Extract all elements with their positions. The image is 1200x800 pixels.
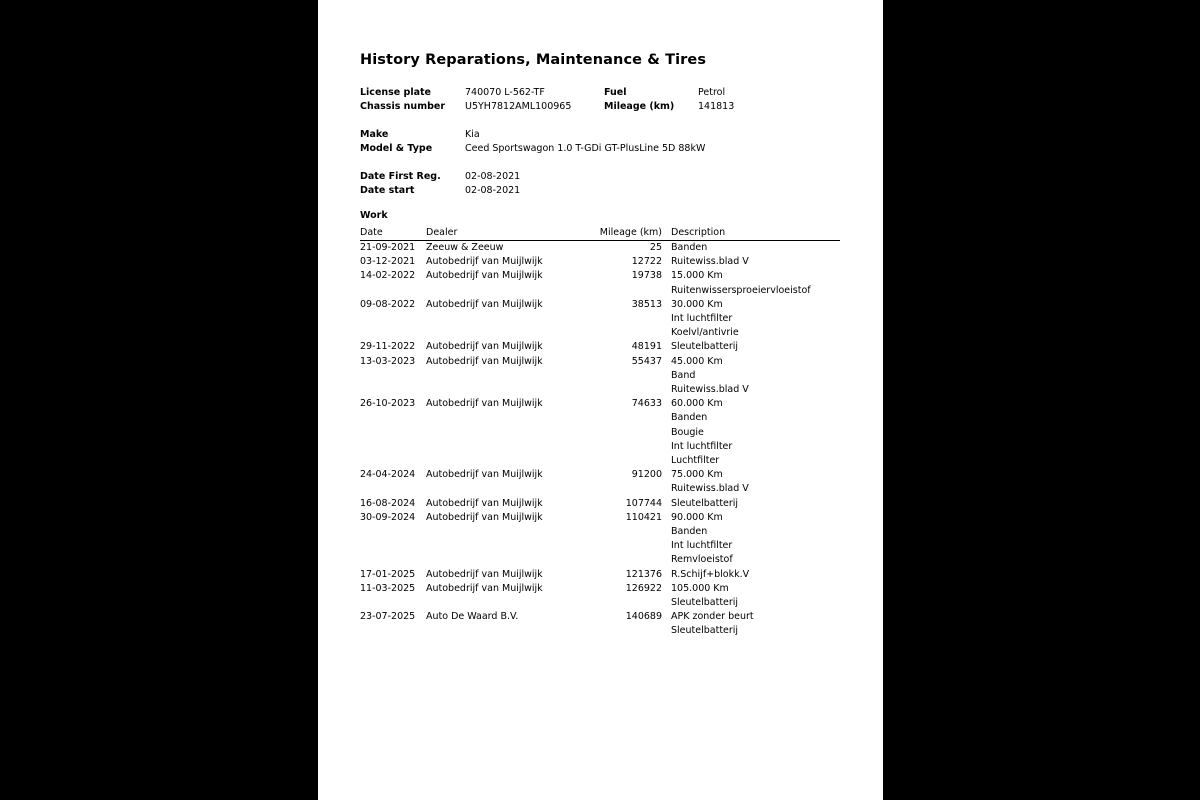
row-dealer: Autobedrijf van Muijlwijk [426,256,543,268]
row-dealer: Autobedrijf van Muijlwijk [426,270,543,282]
date-start-value: 02-08-2021 [465,185,521,196]
table-row [360,241,840,255]
row-description: Bougie [671,426,704,438]
row-description: Banden [671,525,708,537]
row-description: R.Schijf+blokk.V [671,568,750,580]
row-description: Int luchtfilter [671,540,733,552]
row-dealer: Autobedrijf van Muijlwijk [426,298,543,310]
row-description: Sleutelbatterij [671,625,739,637]
row-dealer: Autobedrijf van Muijlwijk [426,341,543,353]
model-label: Model & Type [360,143,433,154]
row-description: Sleutelbatterij [671,341,739,353]
row-mileage: 91200 [631,469,662,481]
page-title: History Reparations, Maintenance & Tires [360,52,707,68]
row-date: 09-08-2022 [360,298,416,310]
row-description: Int luchtfilter [671,440,733,452]
row-mileage: 25 [649,242,662,253]
license-plate-label: License plate [360,87,432,98]
table-row [360,497,840,511]
row-date: 03-12-2021 [360,256,416,268]
row-description: 105.000 Km [671,582,729,594]
row-description: Koelvl/antivrie [671,327,739,339]
table-row [360,468,840,496]
row-description: Banden [671,412,708,424]
row-description: Int luchtfilter [671,312,733,324]
fuel-value: Petrol [698,87,726,98]
row-mileage: 19738 [631,270,662,282]
work-table [360,226,840,638]
row-mileage: 55437 [631,355,662,367]
table-row [360,340,840,354]
license-plate-value: 740070 L-562-TF [465,87,545,98]
row-dealer: Autobedrijf van Muijlwijk [426,582,543,594]
row-mileage: 110421 [625,511,662,523]
row-description: 30.000 Km [671,298,723,310]
row-dealer: Autobedrijf van Muijlwijk [426,469,543,481]
row-description: Band [671,369,696,381]
table-row [360,582,840,610]
row-description: Ruitewiss.blad V [671,256,749,268]
make-label: Make [360,129,389,140]
row-date: 29-11-2022 [360,341,416,353]
row-dealer: Autobedrijf van Muijlwijk [426,568,543,580]
first-reg-value: 02-08-2021 [465,171,521,182]
row-mileage: 48191 [631,341,662,353]
table-row [360,298,840,341]
row-mileage: 121376 [625,568,662,580]
table-row [360,568,840,582]
row-description: 75.000 Km [671,469,723,481]
work-table-body [360,241,840,638]
row-dealer: Autobedrijf van Muijlwijk [426,355,543,367]
table-row [360,355,840,398]
row-mileage: 107744 [625,497,662,509]
col-header-description: Description [671,227,726,238]
col-header-date: Date [360,227,383,238]
row-mileage: 74633 [631,398,662,410]
model-value: Ceed Sportswagon 1.0 T-GDi GT-PlusLine 5D 88kW [465,143,706,154]
row-description: 60.000 Km [671,398,723,410]
row-description: Remvloeistof [671,554,733,566]
work-table-header [360,226,840,241]
chassis-label: Chassis number [360,101,446,112]
work-heading: Work [360,210,388,221]
row-description: APK zonder beurt [671,611,754,623]
date-start-label: Date start [360,185,415,196]
row-date: 26-10-2023 [360,398,416,410]
col-header-mileage: Mileage (km) [599,227,662,238]
row-mileage: 12722 [631,256,662,268]
row-mileage: 126922 [625,582,662,594]
table-row [360,511,840,568]
row-date: 17-01-2025 [360,568,416,580]
row-description: Ruitewiss.blad V [671,483,749,495]
table-row [360,255,840,269]
row-description: Sleutelbatterij [671,497,739,509]
mileage-label: Mileage (km) [604,101,675,112]
row-dealer: Auto De Waard B.V. [426,611,519,623]
row-date: 21-09-2021 [360,242,416,253]
mileage-value: 141813 [698,101,735,112]
row-date: 13-03-2023 [360,355,416,367]
table-row [360,397,840,468]
row-date: 11-03-2025 [360,582,416,594]
make-value: Kia [465,129,480,140]
first-reg-label: Date First Reg. [360,171,441,182]
row-description: 15.000 Km [671,270,723,282]
row-description: Ruitewiss.blad V [671,383,749,395]
row-dealer: Autobedrijf van Muijlwijk [426,511,543,523]
fuel-label: Fuel [604,87,627,98]
row-description: 45.000 Km [671,355,723,367]
row-dealer: Zeeuw & Zeeuw [426,242,504,253]
row-dealer: Autobedrijf van Muijlwijk [426,398,543,410]
row-description: Ruitenwissersproeiervloeistof [671,284,811,296]
row-mileage: 140689 [625,611,662,623]
row-description: 90.000 Km [671,511,723,523]
table-row [360,610,840,638]
col-header-dealer: Dealer [426,227,458,238]
row-date: 23-07-2025 [360,611,416,623]
document-page [318,0,883,800]
row-mileage: 38513 [631,298,662,310]
row-date: 30-09-2024 [360,511,416,523]
row-description: Sleutelbatterij [671,596,739,608]
row-description: Luchtfilter [671,454,720,466]
row-date: 24-04-2024 [360,469,416,481]
row-dealer: Autobedrijf van Muijlwijk [426,497,543,509]
chassis-value: U5YH7812AML100965 [465,101,572,112]
row-date: 16-08-2024 [360,497,416,509]
row-date: 14-02-2022 [360,270,416,282]
row-description: Banden [671,242,708,253]
table-row [360,269,840,297]
